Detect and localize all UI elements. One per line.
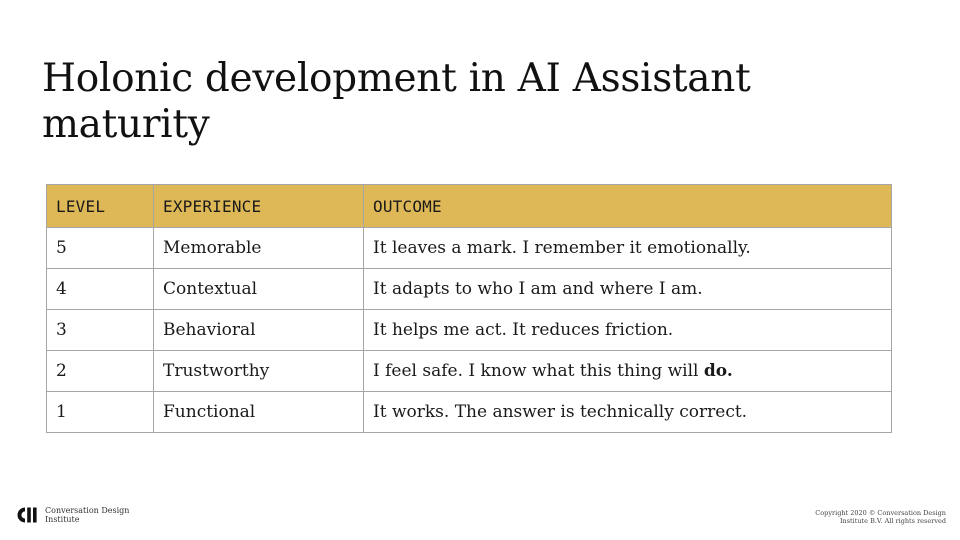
company-logo xyxy=(14,505,135,525)
table-row xyxy=(47,228,892,269)
experience-cell: Functional xyxy=(154,392,364,433)
experience-cell: Contextual xyxy=(154,269,364,310)
outcome-text: It leaves a mark. I remember it emotionally. xyxy=(373,238,751,258)
outcome-cell xyxy=(364,351,892,392)
level-cell: 3 xyxy=(47,310,154,351)
logo-text: Conversation Design Institute xyxy=(45,506,130,524)
level-cell: 2 xyxy=(47,351,154,392)
outcome-text: I feel safe. I know what this thing will xyxy=(373,361,704,381)
table-row xyxy=(47,310,892,351)
table-header-row xyxy=(47,185,892,228)
header-experience: EXPERIENCE xyxy=(154,185,364,228)
level-cell: 5 xyxy=(47,228,154,269)
table-row xyxy=(47,269,892,310)
outcome-cell xyxy=(364,310,892,351)
slide-title: Holonic development in AI Assistant maturity xyxy=(42,56,751,147)
experience-cell: Memorable xyxy=(154,228,364,269)
outcome-emphasis: do. xyxy=(703,361,733,381)
outcome-cell xyxy=(364,269,892,310)
header-outcome: OUTCOME xyxy=(364,185,892,228)
experience-cell: Trustworthy xyxy=(154,351,364,392)
outcome-cell xyxy=(364,392,892,433)
level-cell: 4 xyxy=(47,269,154,310)
cdi-logo-icon xyxy=(14,505,40,525)
outcome-cell xyxy=(364,228,892,269)
table-row xyxy=(47,351,892,392)
outcome-text: It adapts to who I am and where I am. xyxy=(373,279,703,299)
copyright-notice: Copyright 2020 © Conversation Design Institute B.V. All rights reserved xyxy=(815,509,946,525)
experience-cell: Behavioral xyxy=(154,310,364,351)
outcome-text: It helps me act. It reduces friction. xyxy=(373,320,674,340)
outcome-text: It works. The answer is technically correct. xyxy=(373,402,748,422)
header-level: LEVEL xyxy=(47,185,154,228)
maturity-table xyxy=(46,184,892,433)
table-row xyxy=(47,392,892,433)
level-cell: 1 xyxy=(47,392,154,433)
